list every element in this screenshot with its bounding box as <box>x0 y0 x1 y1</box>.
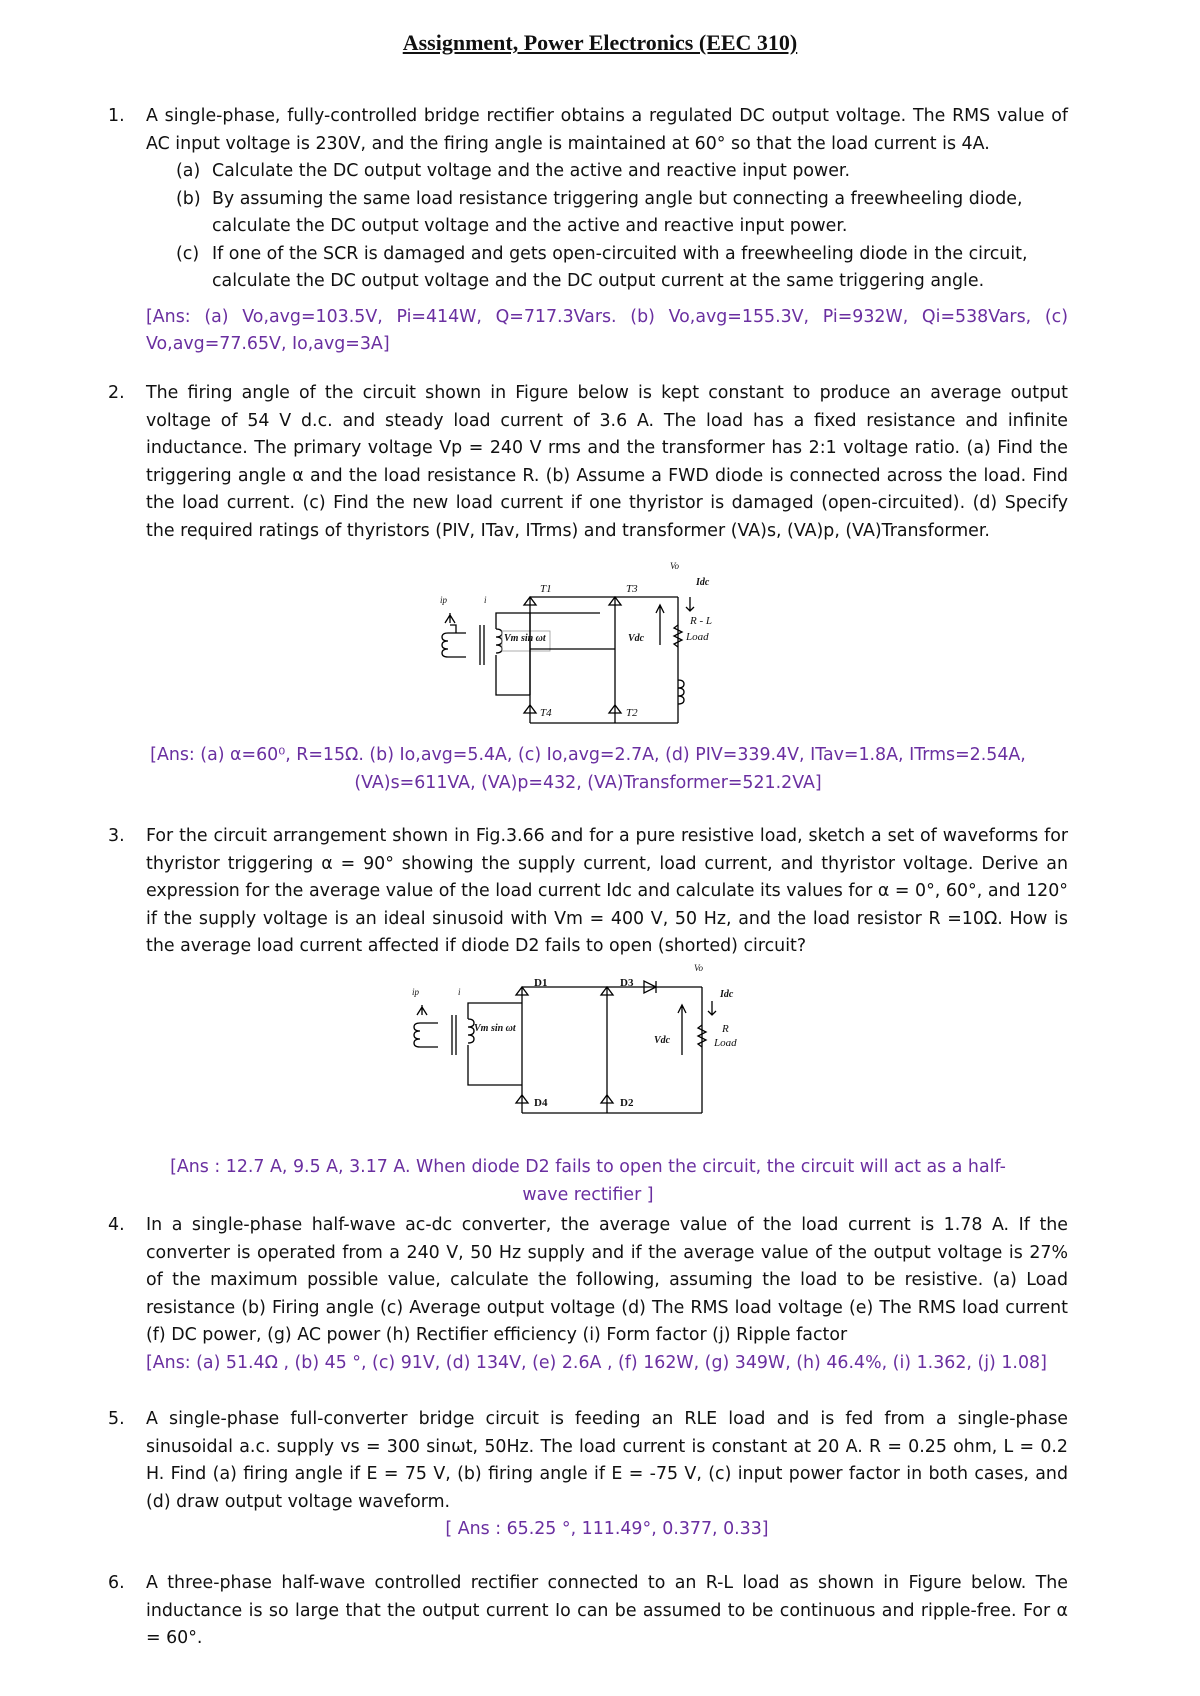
question-number: 6. <box>108 1573 125 1593</box>
sub-question: (b) By assuming the same load resistance triggering angle but connecting a freewheeling diode, calculate the DC output voltage and the active and reactive input power. <box>176 188 1023 236</box>
d4-label: D4 <box>534 1097 548 1109</box>
t2-label: T2 <box>626 707 638 719</box>
vo-label: Vo <box>670 561 679 571</box>
question-text: The firing angle of the circuit shown in Figure below is kept constant to produce an average output voltage of 54 V d.c. and steady load current of 3.6 A. The load has a fixed resistance and infinite inductance. The primary voltage Vp = 240 V rms and the transformer has 2:1 voltage ratio. (a) Find the triggering angle α and the load resistance R. (b) Assume a FWD diode is connected across the load. Find the load current. (c) Find the new load current if one thyristor is damaged (open-circuited). (d) Specify the required ratings of thyristors (PIV, ITav, ITrms) and transformer (VA)s, (VA)p, (VA)Transformer. <box>146 383 1068 541</box>
question-number: 3. <box>108 826 125 846</box>
d2-label: D2 <box>620 1097 634 1109</box>
d1-label: D1 <box>534 977 548 989</box>
question-number: 1. <box>108 106 125 126</box>
idc-label: Idc <box>696 577 710 588</box>
thyristor-figure-labels <box>440 561 770 735</box>
d3-label: D3 <box>620 977 634 989</box>
load-label-1: R <box>722 1023 729 1035</box>
diode-figure-labels <box>412 963 772 1125</box>
question-2-answer <box>108 742 1068 797</box>
source-label: Vm sin ωt <box>504 633 546 644</box>
ip-label: ip <box>440 595 448 605</box>
question-text: For the circuit arrangement shown in Fig.3.66 and for a pure resistive load, sketch a set of waveforms for thyristor triggering α = 90° showing the supply current, load current, and thyristor voltage. Derive an expression for the average value of the load current Idc and calculate its values for α = 0°, 60°, and 120° if the supply voltage is an ideal sinusoid with Vm = 400 V, 50 Hz, and the load resistor R =10Ω. How is the average load current affected if diode D2 fails to open (shorted) circuit? <box>146 826 1068 956</box>
question-6 <box>108 1570 1068 1653</box>
sub-question: (a) Calculate the DC output voltage and the active and reactive input power. <box>176 161 851 181</box>
answer-text: [Ans: (a) 51.4Ω , (b) 45 °, (c) 91V, (d) 134V, (e) 2.6A , (f) 162W, (g) 349W, (h) 46.4%, (i) 1.362, (j) 1.08] <box>146 1352 1047 1373</box>
question-3 <box>108 823 1068 961</box>
question-number: 5. <box>108 1409 125 1429</box>
answer-text: [Ans: (a) α=60⁰, R=15Ω. (b) Io,avg=5.4A, (c) Io,avg=2.7A, (d) PIV=339.4V, ITav=1.8A, ITrms=2.54A, <box>150 745 1026 765</box>
question-text: A single-phase full-converter bridge circuit is feeding an RLE load and is fed from a single-phase sinusoidal a.c. supply vs = 300 sinωt, 50Hz. The load current is constant at 20 A. R = 0.25 ohm, L = 0.2 H. Find (a) firing angle if E = 75 V, (b) firing angle if E = -75 V, (c) input power factor in both cases, and (d) draw output voltage waveform. <box>146 1409 1068 1512</box>
question-text: A three-phase half-wave controlled rectifier connected to an R-L load as shown in Figure below. The inductance is so large that the output current Io can be assumed to be continuous and ripple-free. For α = 60°. <box>146 1573 1068 1648</box>
source-label: Vm sin ωt <box>474 1023 516 1034</box>
question-number: 2. <box>108 383 125 403</box>
sub-question: (c) If one of the SCR is damaged and gets open-circuited with a freewheeling diode in the circuit, calculate the DC output voltage and the DC output current at the same triggering angle. <box>176 243 1028 291</box>
load-label-2: Load <box>686 631 709 643</box>
vdc-label: Vdc <box>628 633 645 644</box>
question-5 <box>108 1406 1068 1544</box>
question-number: 4. <box>108 1215 125 1235</box>
t1-label: T1 <box>540 583 552 595</box>
question-1 <box>108 103 1068 359</box>
answer-text: (VA)s=611VA, (VA)p=432, (VA)Transformer=521.2VA] <box>354 772 822 793</box>
load-label-1: R - L <box>690 615 712 627</box>
answer-text: [ Ans : 65.25 °, 111.49°, 0.377, 0.33] <box>445 1519 769 1539</box>
answer-text: [Ans: (a) Vo,avg=103.5V, Pi=414W, Q=717.3Vars. (b) Vo,avg=155.3V, Pi=932W, Qi=538Vars, (c) Vo,avg=77.65V, Io,avg=3A] <box>146 306 1068 354</box>
t4-label: T4 <box>540 707 552 719</box>
question-3-answer: [Ans : 12.7 A, 9.5 A, 3.17 A. When diode D2 fails to open the circuit, the circuit will act as a half-wave rectifier ] <box>170 1157 1006 1205</box>
question-2 <box>108 380 1068 545</box>
vdc-label: Vdc <box>654 1035 671 1046</box>
ip-label: ip <box>412 987 420 997</box>
i-label: i <box>484 595 487 605</box>
vo-label: Vo <box>694 963 703 973</box>
question-text: A single-phase, fully-controlled bridge rectifier obtains a regulated DC output voltage. The RMS value of AC input voltage is 230V, and the firing angle is maintained at 60° so that the load current is 4A. <box>146 106 1068 154</box>
load-label-2: Load <box>714 1037 737 1049</box>
question-4 <box>108 1212 1068 1377</box>
t3-label: T3 <box>626 583 638 595</box>
idc-label: Idc <box>720 989 734 1000</box>
question-text: In a single-phase half-wave ac-dc converter, the average value of the load current is 1.78 A. If the converter is operated from a 240 V, 50 Hz supply and if the average value of the output voltage is 27% of the maximum possible value, calculate the following, assuming the load to be resistive. (a) Load resistance (b) Firing angle (c) Average output voltage (d) The RMS load voltage (e) The RMS load current (f) DC power, (g) AC power (h) Rectifier efficiency (i) Form factor (j) Ripple factor <box>146 1215 1068 1345</box>
i-label: i <box>458 987 461 997</box>
page-title: Assignment, Power Electronics (EEC 310) <box>402 30 798 55</box>
